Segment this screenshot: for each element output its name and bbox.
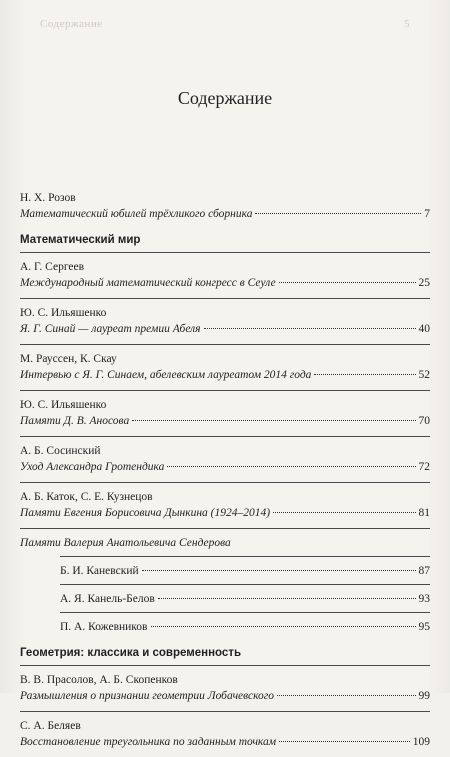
page-title: Содержание [177, 88, 273, 108]
memorial-title: Памяти Валерия Анатольевича Сендерова [20, 537, 231, 549]
entry-divider [20, 528, 430, 529]
leader-dots [279, 741, 410, 742]
entry-author: Ю. С. Ильяшенко [20, 307, 107, 319]
entry-divider [20, 436, 430, 437]
entry-page: 25 [418, 277, 430, 289]
entry-divider [20, 665, 430, 666]
entry-page: 109 [412, 736, 430, 748]
entry-title: Памяти Евгения Борисовича Дынкина (1924–2014) [20, 507, 271, 519]
leader-dots [255, 213, 421, 214]
entry-author: М. Рауссен, К. Скау [20, 353, 117, 365]
entry-page: 72 [418, 461, 430, 473]
running-head [40, 18, 410, 30]
leader-dots [204, 328, 416, 329]
entry-title: Памяти Д. В. Аносова [20, 415, 130, 427]
table-of-contents [20, 190, 430, 757]
entry-divider [60, 556, 430, 557]
section-heading: Математический мир [20, 234, 141, 246]
entry-page: 99 [418, 690, 430, 702]
toc-entry [20, 190, 430, 222]
entry-title: Я. Г. Синай — лауреат премии Абеля [20, 323, 201, 335]
entry-divider [20, 252, 430, 253]
entry-title: Международный математический конгресс в Сеуле [20, 277, 276, 289]
toc-entry [20, 298, 430, 337]
running-head-page-number: 5 [404, 18, 410, 30]
entry-divider [20, 298, 430, 299]
entry-author: В. В. Прасолов, А. Б. Скопенков [20, 674, 178, 686]
entry-divider [60, 584, 430, 585]
entry-title: Восстановление треугольника по заданным точкам [20, 736, 277, 748]
leader-dots [273, 512, 415, 513]
entry-page: 81 [418, 507, 430, 519]
leader-dots [314, 374, 415, 375]
entry-author: Ю. С. Ильяшенко [20, 399, 107, 411]
leader-dots [132, 420, 415, 421]
toc-entry [20, 711, 430, 750]
entry-page: 93 [418, 593, 430, 605]
toc-entry [20, 482, 430, 521]
leader-dots [151, 626, 416, 627]
entry-page: 40 [418, 323, 430, 335]
leader-dots [279, 282, 416, 283]
leader-dots [158, 598, 416, 599]
entry-author: А. Б. Каток, С. Е. Кузнецов [20, 491, 153, 503]
entry-divider [20, 390, 430, 391]
entry-page: 70 [418, 415, 430, 427]
leader-dots [142, 570, 416, 571]
memorial-item [20, 591, 430, 607]
entry-divider [20, 482, 430, 483]
entry-author: С. А. Беляев [20, 720, 81, 732]
entry-title: Размышления о признании геометрии Лобачевского [20, 690, 275, 702]
entry-title: Интервью с Я. Г. Синаем, абелевским лауреатом 2014 года [20, 369, 312, 381]
entry-author: А. Г. Сергеев [20, 261, 85, 273]
entry-page: 87 [418, 565, 430, 577]
entry-author: А. Б. Сосинский [20, 445, 101, 457]
entry-page: 52 [418, 369, 430, 381]
entry-divider [20, 711, 430, 712]
toc-entry [20, 665, 430, 704]
entry-divider [20, 344, 430, 345]
memorial-author: П. А. Кожевников [60, 621, 148, 633]
toc-entry [20, 390, 430, 429]
entry-page: 7 [424, 208, 430, 220]
entry-divider [60, 612, 430, 613]
entry-title: Уход Александра Гротендика [20, 461, 165, 473]
toc-entry [20, 436, 430, 475]
memorial-author: Б. И. Каневский [60, 565, 139, 577]
leader-dots [167, 466, 415, 467]
memorial-item [20, 619, 430, 635]
memorial-group [20, 528, 430, 635]
toc-entry [20, 252, 430, 291]
entry-author: Н. Х. Розов [20, 192, 76, 204]
entry-title: Математический юбилей трёхликого сборника [20, 208, 253, 220]
memorial-item [20, 563, 430, 579]
entry-page: 95 [418, 621, 430, 633]
memorial-author: А. Я. Канель-Белов [60, 593, 155, 605]
leader-dots [277, 695, 415, 696]
section-heading: Геометрия: классика и современность [20, 647, 242, 659]
toc-entry [20, 344, 430, 383]
running-head-left: Содержание [40, 18, 103, 30]
